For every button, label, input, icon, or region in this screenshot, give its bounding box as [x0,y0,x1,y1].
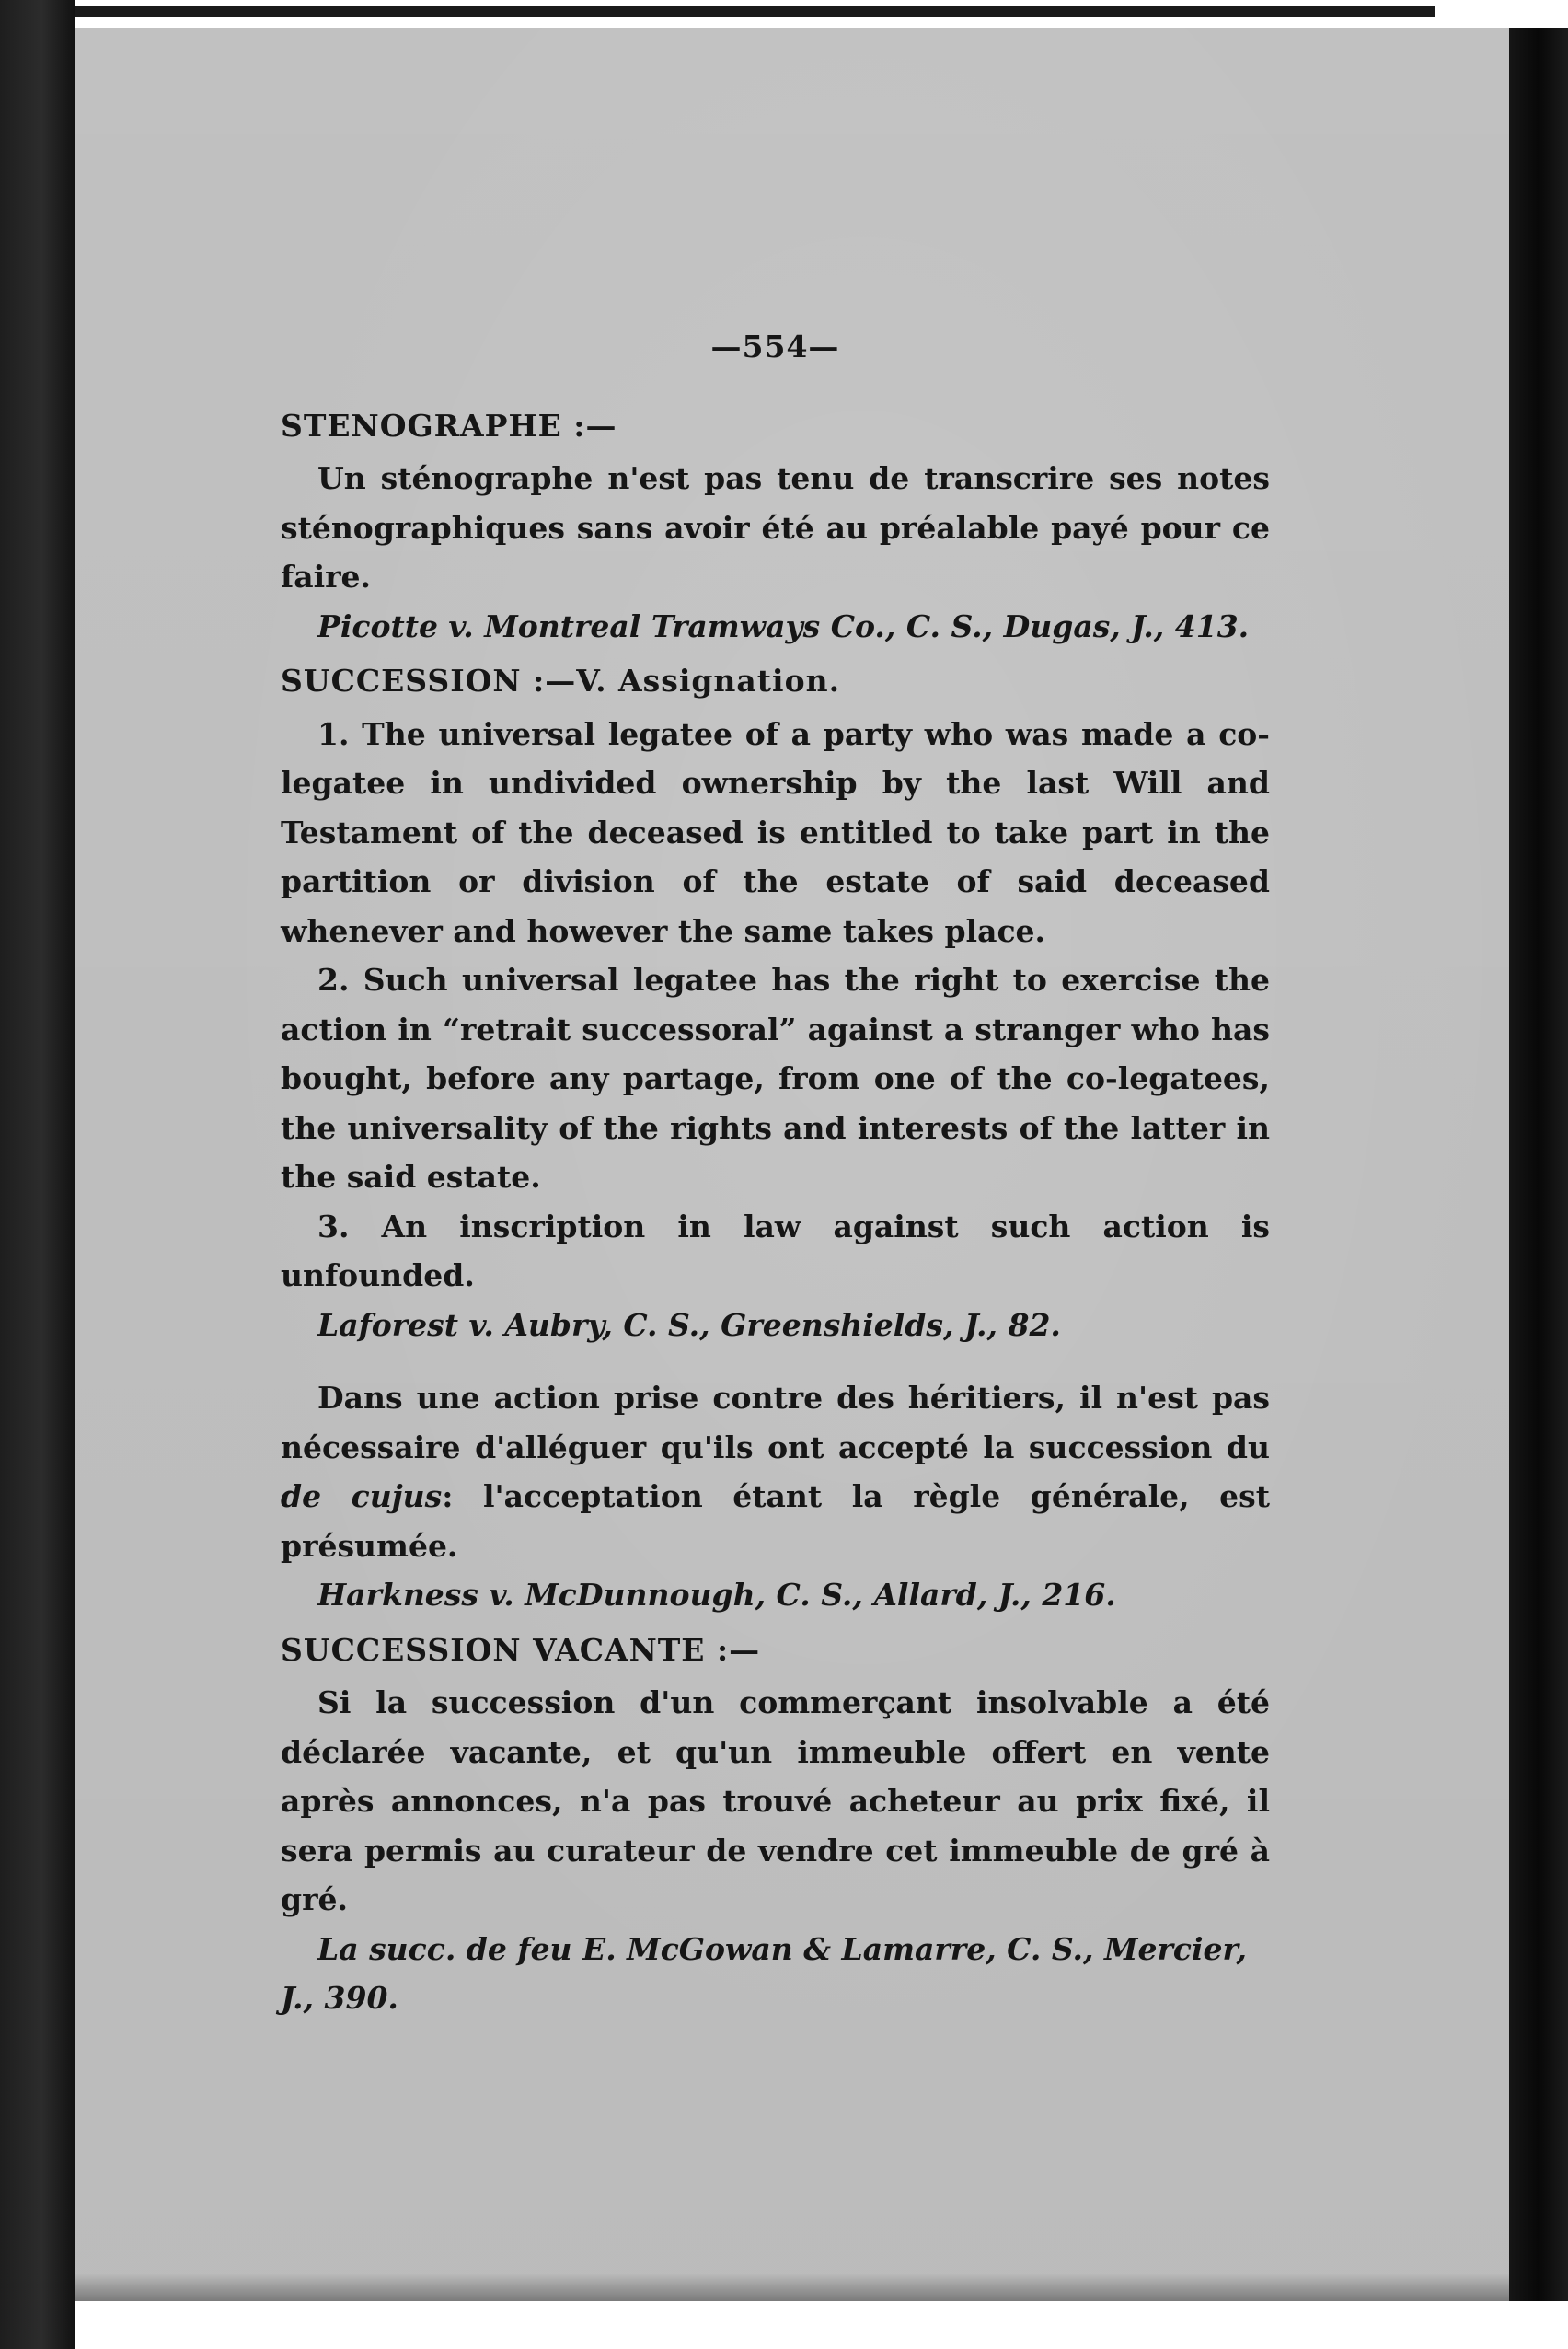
page-bottom-shadow [75,2274,1509,2301]
page-content [281,322,1270,2029]
citation-mcgowan: La succ. de feu E. McGowan & Lamarre, C. S., Mercier, J., 390. [281,1930,1247,2016]
succession-item-3: 3. An inscription in law against such action is unfounded. [281,1208,1270,1293]
section-spacer [281,1355,1270,1373]
paragraph-heritiers-part2: : l'acceptation étant la règle générale, est présumée. [281,1478,1271,1564]
succession-item-1: 1. The universal legatee of a party who was made a co-legatee in undivided ownership by the last Will and Testament of the deceased is entitled to take part in the partition or division of the estate of said deceased whenever and however the same takes place. [281,715,1270,949]
top-border-line [55,6,1435,17]
paragraph-succession-vacante: Si la succession d'un commerçant insolvable a été déclarée vacante, et qu'un immeuble offert en vente après annonces, n'a pas trouvé acheteur au prix fixé, il sera permis au curateur de vendre cet immeuble de gré à gré. [281,1684,1270,1917]
paragraph-heritiers-part1: Dans une action prise contre des héritiers, il n'est pas nécessaire d'alléguer qu'ils ont accepté la succession du [281,1380,1270,1465]
top-margin [0,0,1568,28]
heading-succession: SUCCESSION :—V. Assignation. [281,663,841,699]
heading-succession-vacante: SUCCESSION VACANTE :— [281,1631,761,1668]
book-spine-right [1509,28,1568,2301]
page-number: —554— [710,329,840,364]
citation-harkness: Harkness v. McDunnough, C. S., Allard, J., 216. [317,1577,1116,1613]
book-left-edge [0,0,75,2349]
citation-laforest: Laforest v. Aubry, C. S., Greenshields, J., 82. [317,1306,1061,1343]
paragraph-heritiers [281,1373,1270,1570]
citation-picotte: Picotte v. Montreal Tramways Co., C. S., Dugas, J., 413. [317,608,1250,644]
heading-stenographe: STENOGRAPHE :— [281,407,617,444]
succession-item-2: 2. Such universal legatee has the right to exercise the action in “retrait successoral” against a stranger who has bought, before any partage, from one of the co-legatees, the universality of the rights and interests of the latter in the said estate. [281,962,1270,1195]
paragraph-stenographe: Un sténographe n'est pas tenu de transcrire ses notes sténographiques sans avoir été au préalable payé pour ce faire. [281,460,1270,595]
paragraph-heritiers-de-cujus: de cujus [281,1478,443,1514]
